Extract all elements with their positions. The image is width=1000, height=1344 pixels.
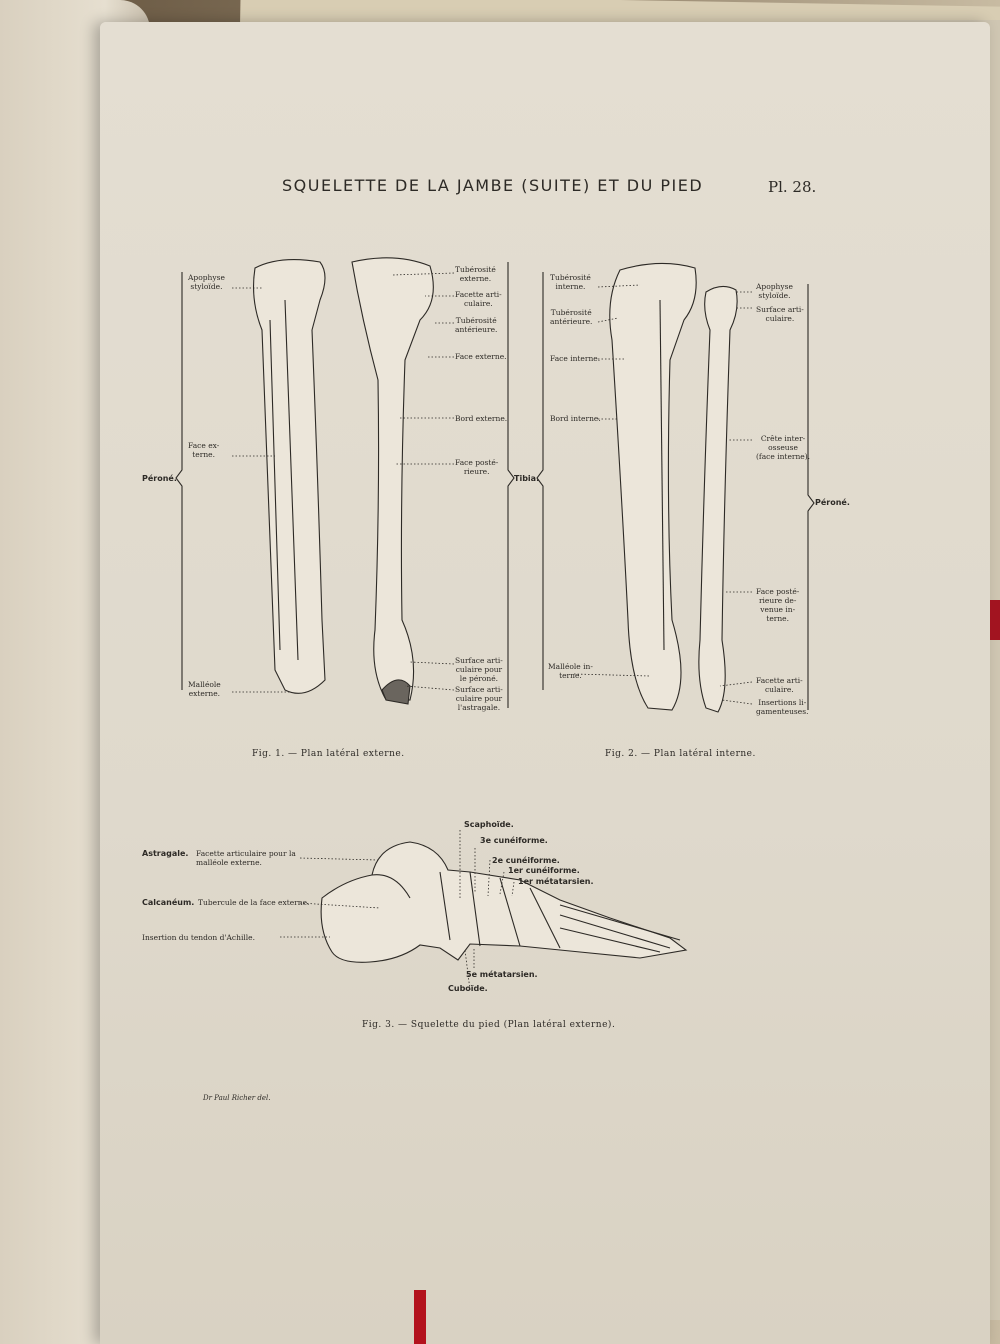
label-facette-articulaire-2: Facette arti- culaire. xyxy=(756,676,803,694)
fig1-caption: Fig. 1. — Plan latéral externe. xyxy=(252,749,405,759)
signature: Dr Paul Richer del. xyxy=(203,1094,271,1102)
label-3e-cuneiforme: 3e cunéiforme. xyxy=(480,836,548,845)
label-bord-externe: Bord externe. xyxy=(455,414,508,423)
plate-title: SQUELETTE DE LA JAMBE (SUITE) ET DU PIED xyxy=(282,176,704,195)
label-malleole-interne: Malléole in- terne. xyxy=(548,662,593,680)
label-perone-right: Péroné. xyxy=(815,498,850,507)
label-tuberosite-anterieure: Tubérosité antérieure. xyxy=(455,316,498,334)
fig3-caption: Fig. 3. — Squelette du pied (Plan latéral externe). xyxy=(362,1020,616,1030)
label-astragale-desc: Facette articulaire pour la malléole externe. xyxy=(196,849,296,867)
label-face-interne: Face interne. xyxy=(550,354,601,363)
label-calcaneum: Calcanéum. xyxy=(142,898,195,907)
label-astragale: Astragale. xyxy=(142,849,189,858)
label-scaphoide: Scaphoïde. xyxy=(464,820,514,829)
label-face-externe-tibia: Face externe. xyxy=(455,352,507,361)
label-perone-left: Péroné. xyxy=(142,474,177,483)
label-tendon-achille: Insertion du tendon d'Achille. xyxy=(142,933,255,942)
label-surface-articulaire: Surface arti- culaire. xyxy=(756,305,804,323)
label-5e-metatarsien: 5e métatarsien. xyxy=(466,970,538,979)
label-surface-perone: Surface arti- culaire pour le péroné. xyxy=(455,656,503,683)
label-face-externe: Face ex- terne. xyxy=(188,441,220,459)
label-tuberosite-anterieure-2: Tubérosité antérieure. xyxy=(550,308,593,326)
label-apophyse-styloide-2: Apophyse styloïde. xyxy=(756,282,793,300)
label-face-posterieure: Face posté- rieure. xyxy=(455,458,499,476)
label-bord-interne: Bord interne. xyxy=(550,414,601,423)
label-face-posterieure-interne: Face posté- rieure de- venue in- terne. xyxy=(756,587,800,623)
label-insertions-ligamenteuses: Insertions li- gamenteuses. xyxy=(756,698,809,716)
label-malleole-externe: Malléole externe. xyxy=(188,680,221,698)
label-facette-articulaire: Facette arti- culaire. xyxy=(455,290,502,308)
label-1er-cuneiforme: 1er cunéiforme. xyxy=(508,866,580,875)
label-crete-interosseuse: Crête inter- osseuse (face interne). xyxy=(756,434,811,461)
label-2e-cuneiforme: 2e cunéiforme. xyxy=(492,856,560,865)
label-apophyse-styloide: Apophyse styloïde. xyxy=(188,273,225,291)
label-tibia: Tibia. xyxy=(514,474,540,483)
label-1er-metatarsien: 1er métatarsien. xyxy=(518,877,594,886)
plate-number: Pl. 28. xyxy=(768,178,817,196)
label-tuberosite-externe: Tubérosité externe. xyxy=(455,265,496,283)
label-cuboide: Cuboïde. xyxy=(448,984,488,993)
label-calcaneum-desc: Tubercule de la face externe. xyxy=(198,898,310,907)
label-tuberosite-interne: Tubérosité interne. xyxy=(550,273,591,291)
fig2-caption: Fig. 2. — Plan latéral interne. xyxy=(605,749,756,759)
label-surface-astragale: Surface arti- culaire pour l'astragale. xyxy=(455,685,503,712)
